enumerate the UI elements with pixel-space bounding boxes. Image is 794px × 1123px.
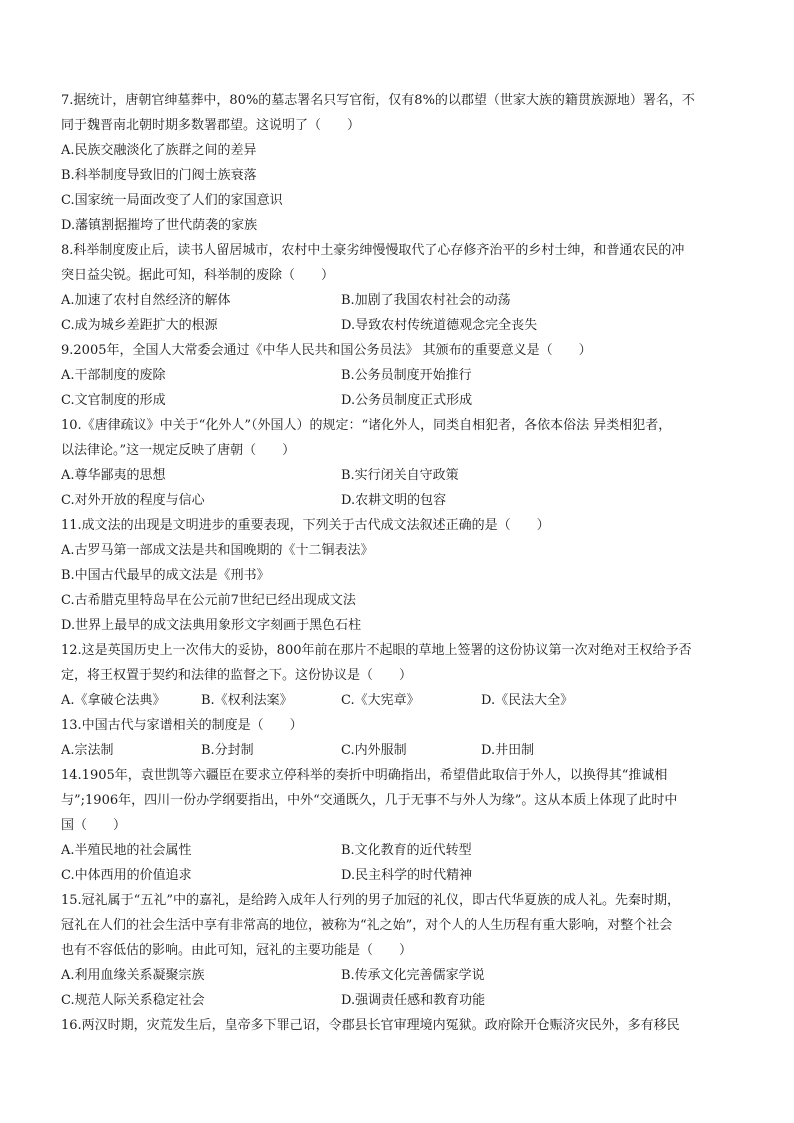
question-12 xyxy=(61,638,733,713)
option-a[interactable]: A.宗法制 xyxy=(61,743,114,758)
option-c[interactable]: C.古希腊克里特岛早在公元前7世纪已经出现成文法 xyxy=(61,593,356,608)
option-b[interactable]: B.实行闭关自守政策 xyxy=(341,468,459,483)
option-b[interactable]: B.《权利法案》 xyxy=(201,693,293,708)
options-list xyxy=(61,538,733,638)
question-stem-line: 8.科举制度废止后，读书人留居城市，农村中土豪劣绅慢慢取代了心存修齐治平的乡村士绅，和普通农民的冲 xyxy=(61,243,685,258)
option-a[interactable]: A.民族交融淡化了族群之间的差异 xyxy=(61,143,257,158)
options-row xyxy=(61,688,733,713)
options-row xyxy=(61,738,733,763)
option-c[interactable]: C.国家统一局面改变了人们的家国意识 xyxy=(61,193,283,208)
question-8 xyxy=(61,238,733,338)
question-stem-line: 与”;1906年，四川一份办学纲要指出，中外“交通既久，几于无事不与外人为缘”。这从本质上体现了此时中 xyxy=(61,793,678,808)
option-a[interactable]: A.尊华鄙夷的思想 xyxy=(61,468,166,483)
question-13 xyxy=(61,713,733,763)
question-9 xyxy=(61,338,733,413)
question-11 xyxy=(61,513,733,638)
option-c[interactable]: C.内外服制 xyxy=(341,743,407,758)
question-10 xyxy=(61,413,733,513)
option-a[interactable]: A.《拿破仑法典》 xyxy=(61,693,166,708)
question-14 xyxy=(61,763,733,888)
option-a[interactable]: A.干部制度的废除 xyxy=(61,368,166,383)
question-15 xyxy=(61,888,733,1013)
question-stem-line: 10.《唐律疏议》中关于“化外人”（外国人）的规定：“诸化外人，同类自相犯者，各依本俗法 异类相犯者， xyxy=(61,418,672,433)
options-grid xyxy=(61,963,733,1013)
option-d[interactable]: D.导致农村传统道德观念完全丧失 xyxy=(341,318,538,333)
options-list xyxy=(61,138,733,238)
option-b[interactable]: B.传承文化完善儒家学说 xyxy=(341,968,485,983)
option-d[interactable]: D.农耕文明的包容 xyxy=(341,493,447,508)
question-stem-line: 国（ ） xyxy=(61,818,127,833)
option-d[interactable]: D.民主科学的时代精神 xyxy=(341,868,473,883)
option-a[interactable]: A.利用血缘关系凝聚宗族 xyxy=(61,968,205,983)
option-b[interactable]: B.分封制 xyxy=(201,743,254,758)
option-c[interactable]: C.《大宪章》 xyxy=(341,693,420,708)
question-stem-line: 13.中国古代与家谱相关的制度是（ ） xyxy=(61,718,303,733)
question-7 xyxy=(61,88,733,238)
question-16 xyxy=(61,1013,733,1038)
option-b[interactable]: B.文化教育的近代转型 xyxy=(341,843,472,858)
option-b[interactable]: B.科举制度导致旧的门阀士族衰落 xyxy=(61,168,257,183)
question-stem-line: 11.成文法的出现是文明进步的重要表现，下列关于古代成文法叙述正确的是（ ） xyxy=(61,518,550,533)
option-c[interactable]: C.成为城乡差距扩大的根源 xyxy=(61,318,218,333)
option-a[interactable]: A.加速了农村自然经济的解体 xyxy=(61,293,231,308)
option-c[interactable]: C.中体西用的价值追求 xyxy=(61,868,192,883)
options-grid xyxy=(61,838,733,888)
option-d[interactable]: D.公务员制度正式形成 xyxy=(341,393,473,408)
options-grid xyxy=(61,288,733,338)
option-b[interactable]: B.加剧了我国农村社会的动荡 xyxy=(341,293,511,308)
options-grid xyxy=(61,363,733,413)
option-d[interactable]: D.藩镇割据摧垮了世代荫袭的家族 xyxy=(61,218,258,233)
option-c[interactable]: C.规范人际关系稳定社会 xyxy=(61,993,205,1008)
option-d[interactable]: D.井田制 xyxy=(481,743,535,758)
option-b[interactable]: B.公务员制度开始推行 xyxy=(341,368,472,383)
question-stem-line: 以法律论。”这一规定反映了唐朝（ ） xyxy=(61,443,296,458)
question-stem-line: 也有不容低估的影响。由此可知，冠礼的主要功能是（ ） xyxy=(61,943,413,958)
question-stem-line: 15.冠礼属于“五礼”中的嘉礼，是给跨入成年人行列的男子加冠的礼仪，即古代华夏族的成人礼。先秦时期， xyxy=(61,893,680,908)
question-stem-line: 9.2005年，全国人大常委会通过《中华人民共和国公务员法》 其颁布的重要意义是（ ） xyxy=(61,343,592,358)
option-a[interactable]: A.半殖民地的社会属性 xyxy=(61,843,192,858)
question-stem-line: 突日益尖锐。据此可知，科举制的废除（ ） xyxy=(61,268,335,283)
option-b[interactable]: B.中国古代最早的成文法是《刑书》 xyxy=(61,568,270,583)
option-a[interactable]: A.古罗马第一部成文法是共和国晚期的《十二铜表法》 xyxy=(61,543,374,558)
option-c[interactable]: C.文官制度的形成 xyxy=(61,393,166,408)
question-stem-line: 冠礼在人们的社会生活中享有非常高的地位，被称为“礼之始”，对个人的人生历程有重大影响，对整个社会 xyxy=(61,918,673,933)
question-stem-line: 12.这是英国历史上一次伟大的妥协，800年前在那片不起眼的草地上签署的这份协议第一次对绝对王权给予否 xyxy=(61,643,692,658)
question-stem-line: 16.两汉时期，灾荒发生后，皇帝多下罪己诏，令郡县长官审理境内冤狱。政府除开仓赈济灾民外，多有移民 xyxy=(61,1018,680,1033)
question-stem-line: 同于魏晋南北朝时期多数署郡望。这说明了（ ） xyxy=(61,118,361,133)
option-c[interactable]: C.对外开放的程度与信心 xyxy=(61,493,205,508)
question-stem-line: 7.据统计，唐朝官绅墓葬中，80%的墓志署名只写官衔，仅有8%的以郡望（世家大族的籍贯族源地）署名，不 xyxy=(61,93,695,108)
option-d[interactable]: D.强调责任感和教育功能 xyxy=(341,993,486,1008)
option-d[interactable]: D.《民法大全》 xyxy=(481,693,574,708)
question-stem-line: 14.1905年，袁世凯等六疆臣在要求立停科举的奏折中明确指出，希望借此取信于外人，以换得其“推诚相 xyxy=(61,768,668,783)
question-stem-line: 定，将王权置于契约和法律的监督之下。这份协议是（ ） xyxy=(61,668,413,683)
options-grid xyxy=(61,463,733,513)
exam-page xyxy=(61,88,733,1038)
option-d[interactable]: D.世界上最早的成文法典用象形文字刻画于黑色石柱 xyxy=(61,618,362,633)
